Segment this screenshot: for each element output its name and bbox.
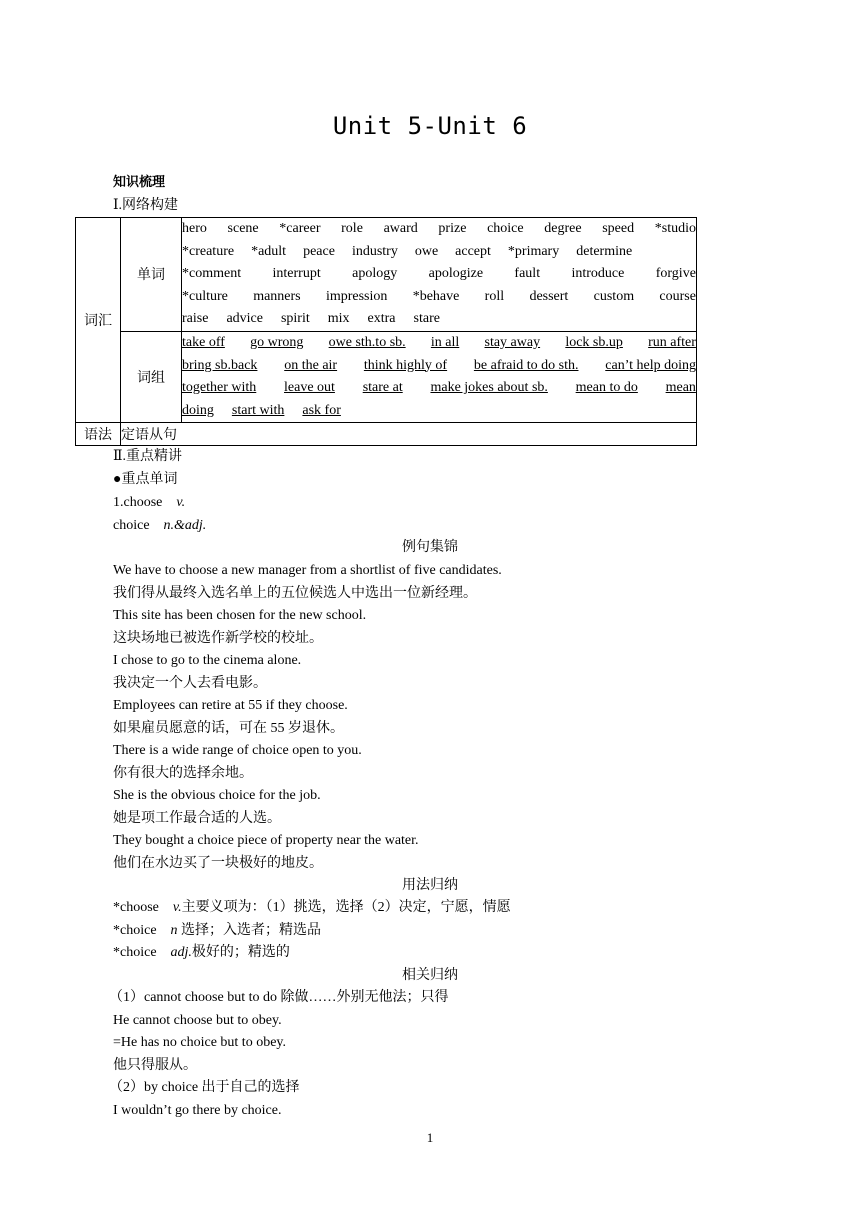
usage-pos: v.: [172, 900, 182, 915]
usage-word: *choice: [113, 945, 157, 960]
vocab-phrase: on the air: [284, 357, 338, 373]
related-line: 他只得服从。: [113, 1057, 197, 1073]
vocab-word: forgive: [655, 266, 696, 282]
vocab-word: industry: [351, 243, 398, 259]
related-line: =He has no choice but to obey.: [113, 1035, 286, 1051]
example-sentence-en: We have to choose a new manager from a shortlist of five candidates.: [113, 563, 502, 578]
phrases-row: [182, 332, 696, 355]
usage-heading: 用法归纳: [402, 878, 458, 893]
vocab-word: apologize: [428, 266, 484, 282]
example-sentence-zh: 我决定一个人去看电影。: [113, 675, 267, 691]
vocab-phrase: mean: [665, 380, 696, 396]
vocab-phrase: run after: [648, 334, 696, 350]
words-row: [182, 263, 696, 286]
example-sentence-zh: 她是项工作最合适的人选。: [113, 810, 281, 826]
part1-heading: Ⅰ.网络构建: [113, 198, 179, 213]
example-sentence-zh: 我们得从最终入选名单上的五位候选人中选出一位新经理。: [113, 585, 477, 601]
vocab-phrase: take off: [182, 334, 225, 350]
entry-word: 1.choose: [113, 495, 163, 510]
usage-meaning: 主要义项为：（1）挑选，选择（2）决定，宁愿，情愿: [181, 900, 511, 915]
vocab-word: peace: [303, 243, 335, 259]
example-sentence-en: She is the obvious choice for the job.: [113, 788, 321, 803]
vocab-word: advice: [226, 311, 263, 327]
vocab-word: manners: [253, 288, 301, 304]
phrases-row: [182, 400, 696, 423]
vocab-phrase: make jokes about sb.: [430, 380, 548, 396]
example-sentence-en: Employees can retire at 55 if they choose.: [113, 698, 348, 713]
vocab-phrase: doing: [182, 402, 214, 418]
usage-line: [113, 943, 290, 963]
part2-heading: Ⅱ.重点精讲: [113, 449, 183, 464]
vocab-word: raise: [182, 311, 209, 327]
words-cell: [182, 218, 697, 332]
words-label: 单词: [121, 218, 182, 332]
related-heading: 相关归纳: [402, 968, 458, 983]
usage-line: [113, 921, 321, 941]
phrases-cell: [182, 331, 697, 422]
vocab-phrase: owe sth.to sb.: [328, 334, 406, 350]
vocab-word: introduce: [571, 266, 625, 282]
vocab-phrase: leave out: [284, 380, 335, 396]
vocab-word: *comment: [182, 266, 242, 282]
phrases-label: 词组: [121, 331, 182, 422]
vocabulary-table: [75, 217, 697, 446]
vocab-phrase: ask for: [302, 402, 341, 418]
vocab-word: roll: [484, 288, 505, 304]
vocab-word: speed: [602, 221, 635, 236]
vocab-phrase: bring sb.back: [182, 357, 258, 373]
section-heading: 知识梳理: [113, 175, 166, 190]
page-title: Unit 5-Unit 6: [332, 112, 528, 140]
entry-pos: v.: [176, 495, 186, 510]
vocab-word: interrupt: [272, 266, 321, 282]
vocab-word: apology: [352, 266, 398, 282]
vocab-word: hero: [182, 221, 207, 236]
vocab-word: dessert: [529, 288, 569, 304]
entry-word: choice: [113, 518, 150, 533]
example-sentence-zh: 如果雇员愿意的话，可在 55 岁退休。: [113, 720, 344, 736]
vocab-label: 词汇: [76, 218, 121, 423]
vocab-word: *behave: [412, 288, 460, 304]
example-sentence-zh: 你有很大的选择余地。: [113, 765, 253, 781]
words-row: [182, 286, 696, 309]
related-line: He cannot choose but to obey.: [113, 1012, 282, 1028]
example-sentence-en: There is a wide range of choice open to you.: [113, 743, 362, 758]
related-line: （1）cannot choose but to do 除做……外别无他法；只得: [109, 990, 449, 1005]
vocab-phrase: stay away: [484, 334, 541, 350]
vocab-word: spirit: [280, 311, 310, 327]
vocab-phrase: lock sb.up: [565, 334, 623, 350]
words-row: [182, 241, 696, 264]
phrases-row: [182, 355, 696, 378]
vocab-word: *studio: [654, 221, 696, 236]
page-number: 1: [426, 1130, 434, 1145]
usage-pos: adj.: [170, 945, 192, 960]
example-sentence-zh: 他们在水边买了一块极好的地皮。: [113, 855, 323, 871]
vocab-word: role: [341, 221, 363, 236]
example-sentence-en: They bought a choice piece of property near the water.: [113, 833, 419, 848]
words-row: [182, 308, 696, 331]
vocab-word: *creature: [182, 243, 235, 259]
usage-meaning: 选择；入选者；精选品: [177, 923, 322, 938]
vocab-word: prize: [438, 221, 467, 236]
vocab-word: determine: [576, 243, 633, 259]
vocab-phrase: together with: [182, 380, 257, 396]
related-line: （2）by choice 出于自己的选择: [109, 1080, 300, 1096]
vocab-word: extra: [367, 311, 396, 327]
vocab-word: choice: [487, 221, 524, 236]
usage-word: *choice: [113, 923, 157, 938]
vocab-word: degree: [544, 221, 582, 236]
vocab-word: *adult: [251, 243, 287, 259]
vocab-word: *career: [279, 221, 321, 236]
grammar-value: 定语从句: [121, 423, 697, 446]
vocab-word: stare: [413, 311, 440, 327]
vocab-word: *primary: [507, 243, 560, 259]
entry-pos: n.&adj.: [163, 518, 207, 533]
phrases-row: [182, 377, 696, 400]
vocab-word: award: [383, 221, 418, 236]
vocab-phrase: think highly of: [363, 357, 448, 373]
vocab-word: scene: [227, 221, 259, 236]
related-line: I wouldn’t go there by choice.: [113, 1103, 282, 1118]
vocab-word: mix: [327, 311, 350, 327]
examples-heading: 例句集锦: [402, 540, 458, 555]
usage-word: *choose: [113, 900, 159, 915]
vocab-word: custom: [593, 288, 635, 304]
vocab-word: course: [659, 288, 696, 304]
words-row: [182, 218, 696, 241]
usage-line: [113, 898, 511, 918]
vocab-phrase: start with: [231, 402, 285, 418]
vocab-phrase: stare at: [362, 380, 403, 396]
example-sentence-en: This site has been chosen for the new school.: [113, 608, 367, 623]
grammar-label: 语法: [76, 423, 121, 446]
usage-meaning: 极好的；精选的: [191, 945, 290, 960]
vocab-word: *culture: [182, 288, 228, 304]
key-words-heading: ●重点单词: [113, 472, 178, 487]
example-sentence-zh: 这块场地已被选作新学校的校址。: [113, 630, 323, 646]
vocab-phrase: be afraid to do sth.: [473, 357, 579, 373]
vocab-phrase: can’t help doing: [605, 357, 696, 373]
vocab-word: fault: [514, 266, 541, 282]
vocab-word: accept: [455, 243, 491, 259]
vocab-phrase: mean to do: [575, 380, 638, 396]
entry-choose: [113, 493, 185, 513]
vocab-phrase: go wrong: [250, 334, 304, 350]
entry-choice: [113, 516, 206, 536]
vocab-word: owe: [414, 243, 439, 259]
usage-pos: n: [170, 923, 178, 938]
example-sentence-en: I chose to go to the cinema alone.: [113, 653, 302, 668]
vocab-word: impression: [325, 288, 388, 304]
vocab-phrase: in all: [430, 334, 460, 350]
